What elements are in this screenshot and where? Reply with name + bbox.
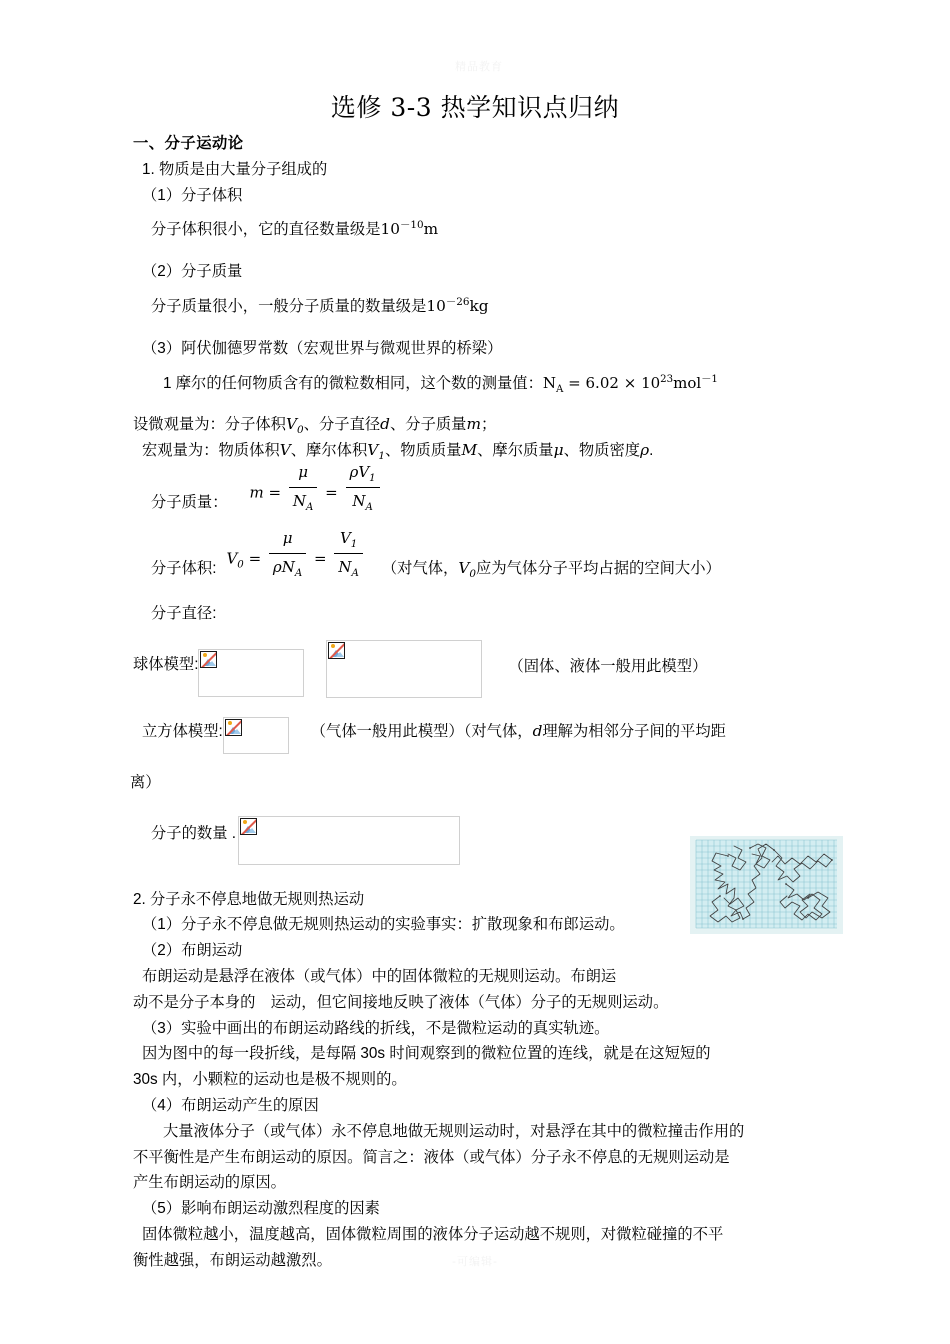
mass-eq-2: = <box>325 483 338 502</box>
sub-3-text <box>133 371 823 397</box>
item-1: 1. 物质是由大量分子组成的 <box>142 160 328 178</box>
volume-f2-num-sub: 1 <box>350 539 358 551</box>
sub-2-text-before: 分子质量很小，一般分子质量的数量级是 <box>151 297 427 315</box>
mountain-small-icon <box>208 661 216 666</box>
sphere-model-image-placeholder-2[interactable] <box>326 640 482 698</box>
section-heading-1: 一、分子运动论 <box>133 135 244 152</box>
broken-image-icon <box>200 651 217 668</box>
mountain-small-icon <box>233 729 241 734</box>
molecule-count-image-placeholder[interactable] <box>238 816 460 865</box>
sun-icon <box>228 721 232 725</box>
sun-icon <box>331 644 335 648</box>
section2-p5-line1: 固体微粒越小，温度越高，固体微粒周围的液体分子运动越不规则，对微粒碰撞的不平 <box>142 1225 724 1243</box>
volume-f1-num: μ <box>269 526 306 554</box>
sub-2-math-exp: －26 <box>445 295 470 308</box>
avogadro-equals: = <box>568 373 581 392</box>
cube-model-row <box>133 714 823 754</box>
mass-formula <box>250 460 383 515</box>
macro-sep-1: 、摩尔体积 <box>290 442 368 460</box>
volume-f1-den: ρN <box>272 558 295 577</box>
sub-1-text-before: 分子体积很小，它的直径数量级是 <box>151 221 381 239</box>
sub-3-text-before: 1 摩尔的任何物质含有的微粒数相同，这个数的测量值： <box>163 374 543 392</box>
item-2: 2. 分子永不停息地做无规则热运动 <box>133 890 365 908</box>
volume-f2-num: V <box>339 529 351 548</box>
micro-d: d <box>380 415 390 434</box>
mass-f2-den-sub: A <box>365 502 373 514</box>
sub-2-text <box>133 294 823 320</box>
volume-note-sym-sub: 0 <box>469 568 477 581</box>
sphere-model-image-placeholder-1[interactable] <box>198 649 304 697</box>
mass-f1-den-sub: A <box>306 502 314 514</box>
volume-eq-2: = <box>314 549 327 568</box>
micro-prefix: 设微观量为：分子体积 <box>133 416 286 434</box>
broken-image-icon <box>225 719 242 736</box>
cube-model-note <box>311 714 726 745</box>
section2-p4-line3: 产生布朗运动的原因。 <box>133 1174 286 1192</box>
mass-f1-num: μ <box>289 460 317 488</box>
section2-p4-label: （4）布朗运动产生的原因 <box>142 1096 319 1114</box>
mountain-small-icon <box>336 652 344 657</box>
section2-p3-line1: 因为图中的每一段折线，是每隔 30s 时间观察到的微粒位置的连线，就是在这短短的 <box>142 1045 711 1063</box>
mass-eq-1: = <box>268 483 282 502</box>
micro-quantities-line <box>133 412 823 438</box>
avogadro-formula <box>543 371 718 397</box>
macro-v1-sub: 1 <box>378 450 385 463</box>
watermark-bottom: -可编辑- <box>452 1255 498 1268</box>
cube-model-note-continued: 离） <box>130 773 161 791</box>
mass-fraction-1 <box>289 460 317 515</box>
volume-formula-note <box>382 556 721 585</box>
section2-p3-label: （3）实验中画出的布朗运动路线的折线，不是微粒运动的真实轨迹。 <box>142 1019 610 1037</box>
volume-f2-num-wrap <box>334 526 362 554</box>
brownian-motion-figure <box>690 836 843 934</box>
sub-3-label: （3）阿伏伽德罗常数（宏观世界与微观世界的桥梁） <box>142 339 503 357</box>
mass-f2-num-wrap <box>346 460 380 488</box>
avogadro-unit: mol <box>673 373 702 392</box>
sub-1-math-exp: －10 <box>399 219 424 232</box>
mass-fraction-2 <box>346 460 380 515</box>
macro-sep-3: 、摩尔质量 <box>477 442 554 460</box>
section2-p5-line2: 衡性越强，布朗运动越激烈。 <box>133 1251 332 1269</box>
section2-p1: （1）分子永不停息做无规则热运动的实验事实：扩散现象和布郎运动。 <box>142 916 625 934</box>
cube-model-label: 立方体模型: <box>142 722 223 740</box>
page-title: 选修 3-3 热学知识点归纳 <box>330 93 620 122</box>
mass-lhs: m <box>249 483 264 502</box>
mass-f1-den: N <box>292 492 306 511</box>
cube-model-image-placeholder[interactable] <box>223 717 289 754</box>
avogadro-times: × <box>623 373 637 392</box>
avogadro-base: 10 <box>641 373 661 392</box>
volume-note-post: 应为气体分子平均占据的空间大小） <box>476 560 721 578</box>
sub-1-unit: m <box>423 220 439 239</box>
molecule-count-label: 分子的数量 . <box>151 824 236 842</box>
macro-mu: μ <box>553 441 564 460</box>
micro-m: m <box>466 415 481 434</box>
cube-note-1: （气体一般用此模型）（对气体， <box>310 722 533 740</box>
section2-p2-line1: 布朗运动是悬浮在液体（或气体）中的固体微粒的无规则运动。布朗运 <box>142 968 617 985</box>
sphere-model-label: 球体模型: <box>133 655 199 673</box>
volume-note-sym: V <box>458 559 470 578</box>
document-body <box>130 131 823 1274</box>
volume-f1-den-wrap <box>269 554 306 581</box>
sub-1-text <box>133 217 823 243</box>
watermark-top: 精品教育 <box>455 60 503 73</box>
volume-fraction-2 <box>334 526 362 581</box>
avogadro-exp: 23 <box>660 373 674 385</box>
mass-f1-den-wrap <box>289 488 317 515</box>
macro-v1: V <box>367 441 379 460</box>
volume-f1-den-sub: A <box>294 568 303 580</box>
broken-image-icon <box>240 818 257 835</box>
volume-formula-label: 分子体积: <box>151 560 217 578</box>
micro-sep-1: 、分子直径 <box>303 416 381 434</box>
sphere-model-row <box>133 643 823 698</box>
mass-f2-num: ρV <box>349 463 370 482</box>
micro-end: ； <box>480 416 497 434</box>
section2-p4-line2: 不平衡性是产生布朗运动的原因。简言之：液体（或气体）分子永不停息的无规则运动是 <box>133 1148 730 1166</box>
sub-2-label: （2）分子质量 <box>142 263 243 281</box>
diameter-label: 分子直径: <box>151 605 217 623</box>
volume-formula <box>226 526 365 581</box>
macro-sep-4: 、物质密度 <box>563 442 641 460</box>
mass-formula-label: 分子质量： <box>151 494 228 512</box>
broken-image-icon <box>328 642 345 659</box>
section2-p3-line2: 30s 内，小颗粒的运动也是极不规则的。 <box>133 1071 407 1089</box>
mass-f2-num-sub: 1 <box>369 473 376 485</box>
mass-f2-den-wrap <box>346 488 380 515</box>
sun-icon <box>243 820 247 824</box>
cube-note-symbol: d <box>532 721 543 740</box>
volume-eq-1: = <box>248 549 262 568</box>
macro-sep-2: 、物质质量 <box>384 442 462 460</box>
avogadro-unit-exp: －1 <box>701 373 718 385</box>
macro-end: . <box>649 442 654 460</box>
volume-fraction-1 <box>269 526 306 581</box>
sub-2-math-base: 10 <box>426 296 446 315</box>
macro-quantities-line <box>133 438 823 464</box>
sub-1-label: （1）分子体积 <box>142 186 243 204</box>
sub-2-unit: kg <box>469 296 489 315</box>
volume-f2-den-wrap <box>334 554 362 581</box>
mountain-small-icon <box>248 828 256 833</box>
sub-1-math-base: 10 <box>380 220 400 239</box>
micro-sep-2: 、分子质量 <box>389 416 467 434</box>
micro-v0: V <box>285 415 298 434</box>
macro-v: V <box>279 441 291 460</box>
sun-icon <box>203 653 207 657</box>
section2-p2-label: （2）布朗运动 <box>142 942 243 960</box>
volume-lhs-sub: 0 <box>237 559 244 571</box>
section2-p2-line2: 动不是分子本身的 运动，但它间接地反映了液体（气体）分子的无规则运动。 <box>133 993 669 1011</box>
volume-f2-den-sub: A <box>351 568 359 580</box>
volume-formula-row <box>133 529 823 585</box>
section2-p4-line1: 大量液体分子（或气体）永不停息地做无规则运动时，对悬浮在其中的微粒撞击作用的 <box>163 1122 745 1140</box>
section2-p5-label: （5）影响布朗运动激烈程度的因素 <box>142 1200 380 1218</box>
avogadro-coefficient: 6.02 <box>585 373 619 392</box>
volume-lhs: V <box>226 549 238 568</box>
avogadro-symbol: N <box>542 373 557 392</box>
volume-f2-den: N <box>338 558 352 577</box>
micro-v0-sub: 0 <box>297 424 304 437</box>
volume-note-pre: （对气体， <box>381 560 459 578</box>
sphere-model-note: （固体、液体一般用此模型） <box>508 657 708 675</box>
avogadro-symbol-sub: A <box>556 383 564 395</box>
macro-prefix: 宏观量为：物质体积 <box>142 442 280 460</box>
cube-note-2: 理解为相邻分子间的平均距 <box>542 722 726 740</box>
macro-m-upper: M <box>461 441 478 460</box>
mass-f2-den: N <box>352 492 366 511</box>
macro-rho: ρ <box>640 441 650 460</box>
